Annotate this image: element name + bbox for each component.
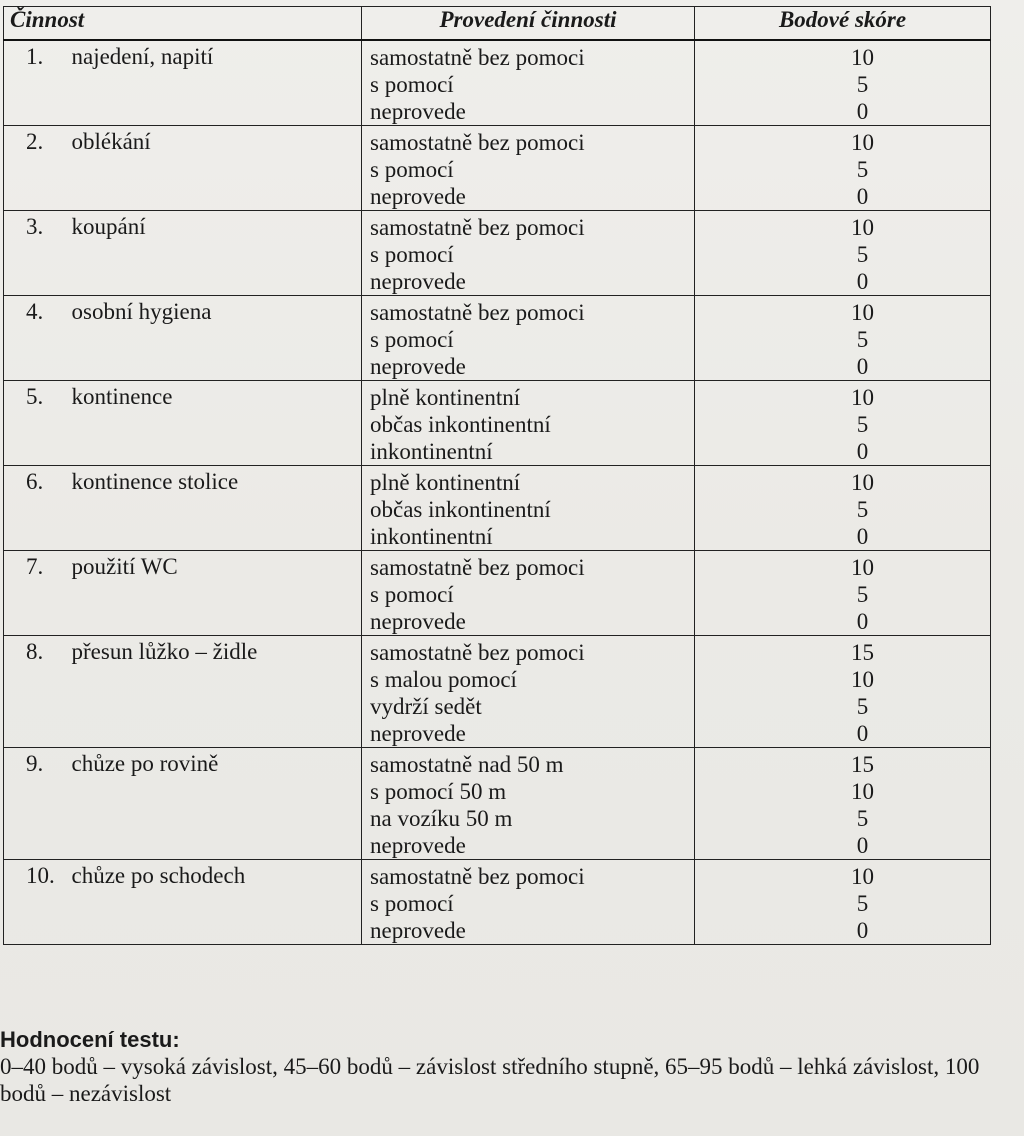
- score-value: 0: [856, 269, 869, 294]
- performance-option: samostatně nad 50 m: [370, 752, 564, 777]
- performance-option: občas inkontinentní: [370, 497, 551, 522]
- performance-option: plně kontinentní: [370, 470, 521, 495]
- row-activity: kontinence: [66, 381, 362, 466]
- row-number: 2.: [4, 126, 66, 211]
- row-performance: [362, 860, 695, 945]
- score-value: 10: [851, 864, 874, 889]
- performance-option: vydrží sedět: [370, 694, 482, 719]
- performance-option: neprovede: [370, 833, 466, 858]
- row-score: [695, 551, 991, 636]
- score-value: 10: [851, 667, 874, 692]
- score-value: 0: [856, 721, 869, 746]
- table-row: [4, 748, 991, 860]
- score-value: 5: [856, 242, 869, 267]
- score-value: 5: [856, 327, 869, 352]
- row-number: 3.: [4, 211, 66, 296]
- performance-option: samostatně bez pomoci: [370, 300, 585, 325]
- row-performance: [362, 126, 695, 211]
- row-activity: koupání: [66, 211, 362, 296]
- score-value: 5: [856, 891, 869, 916]
- score-value: 10: [851, 470, 874, 495]
- score-value: 0: [856, 184, 869, 209]
- score-value: 10: [851, 555, 874, 580]
- performance-option: s pomocí: [370, 72, 454, 97]
- row-activity: najedení, napití: [66, 40, 362, 126]
- row-activity: osobní hygiena: [66, 296, 362, 381]
- performance-option: inkontinentní: [370, 524, 493, 549]
- score-value: 5: [856, 582, 869, 607]
- row-number: 7.: [4, 551, 66, 636]
- performance-option: občas inkontinentní: [370, 412, 551, 437]
- row-performance: [362, 296, 695, 381]
- score-value: 10: [851, 45, 874, 70]
- table-row: [4, 636, 991, 748]
- evaluation-section: [0, 1026, 1020, 1107]
- performance-option: s pomocí: [370, 242, 454, 267]
- row-score: [695, 381, 991, 466]
- performance-option: neprovede: [370, 918, 466, 943]
- performance-option: s pomocí: [370, 327, 454, 352]
- barthel-index-table: [3, 6, 991, 945]
- performance-option: neprovede: [370, 99, 466, 124]
- score-value: 5: [856, 72, 869, 97]
- table-row: [4, 381, 991, 466]
- row-number: 6.: [4, 466, 66, 551]
- score-value: 10: [851, 779, 874, 804]
- row-performance: [362, 551, 695, 636]
- score-value: 10: [851, 385, 874, 410]
- performance-option: samostatně bez pomoci: [370, 215, 585, 240]
- row-performance: [362, 748, 695, 860]
- performance-option: samostatně bez pomoci: [370, 45, 585, 70]
- row-number: 5.: [4, 381, 66, 466]
- performance-option: na vozíku 50 m: [370, 806, 513, 831]
- table-header-row: [4, 7, 991, 41]
- performance-option: neprovede: [370, 269, 466, 294]
- row-number: 9.: [4, 748, 66, 860]
- performance-option: samostatně bez pomoci: [370, 640, 585, 665]
- score-value: 0: [856, 833, 869, 858]
- performance-option: s pomocí: [370, 157, 454, 182]
- row-score: [695, 40, 991, 126]
- performance-option: inkontinentní: [370, 439, 493, 464]
- row-performance: [362, 636, 695, 748]
- row-score: [695, 636, 991, 748]
- row-number: 8.: [4, 636, 66, 748]
- performance-option: plně kontinentní: [370, 385, 521, 410]
- row-activity: kontinence stolice: [66, 466, 362, 551]
- performance-option: neprovede: [370, 354, 466, 379]
- row-activity: použití WC: [66, 551, 362, 636]
- row-number: 10.: [4, 860, 66, 945]
- score-value: 0: [856, 439, 869, 464]
- score-value: 0: [856, 354, 869, 379]
- table-row: [4, 40, 991, 126]
- score-value: 10: [851, 215, 874, 240]
- score-value: 5: [856, 806, 869, 831]
- row-activity: chůze po rovině: [66, 748, 362, 860]
- row-performance: [362, 211, 695, 296]
- row-number: 1.: [4, 40, 66, 126]
- score-value: 0: [856, 99, 869, 124]
- table-row: [4, 860, 991, 945]
- performance-option: neprovede: [370, 721, 466, 746]
- score-value: 5: [856, 412, 869, 437]
- row-activity: přesun lůžko – židle: [66, 636, 362, 748]
- performance-option: s pomocí 50 m: [370, 779, 507, 804]
- score-value: 15: [851, 640, 874, 665]
- score-value: 10: [851, 300, 874, 325]
- performance-option: s pomocí: [370, 891, 454, 916]
- evaluation-title: Hodnocení testu:: [0, 1027, 180, 1052]
- row-performance: [362, 466, 695, 551]
- performance-option: neprovede: [370, 609, 466, 634]
- score-value: 15: [851, 752, 874, 777]
- row-activity: oblékání: [66, 126, 362, 211]
- table-row: [4, 466, 991, 551]
- row-performance: [362, 381, 695, 466]
- score-value: 5: [856, 694, 869, 719]
- performance-option: neprovede: [370, 184, 466, 209]
- row-activity: chůze po schodech: [66, 860, 362, 945]
- header-performance: Provedení činnosti: [362, 7, 695, 41]
- row-number: 4.: [4, 296, 66, 381]
- score-value: 0: [856, 609, 869, 634]
- row-score: [695, 748, 991, 860]
- row-score: [695, 296, 991, 381]
- score-value: 5: [856, 497, 869, 522]
- performance-option: s pomocí: [370, 582, 454, 607]
- performance-option: samostatně bez pomoci: [370, 864, 585, 889]
- table-body: [4, 40, 991, 945]
- table-row: [4, 296, 991, 381]
- row-score: [695, 126, 991, 211]
- score-value: 0: [856, 524, 869, 549]
- table-row: [4, 551, 991, 636]
- evaluation-text: 0–40 bodů – vysoká závislost, 45–60 bodů – závislost středního stupně, 65–95 bodů – lehká závislost, 100 bodů – nezávislost: [0, 1054, 980, 1106]
- row-score: [695, 211, 991, 296]
- header-score: Bodové skóre: [695, 7, 991, 41]
- score-value: 5: [856, 157, 869, 182]
- row-score: [695, 860, 991, 945]
- performance-option: s malou pomocí: [370, 667, 517, 692]
- score-value: 10: [851, 130, 874, 155]
- row-score: [695, 466, 991, 551]
- score-value: 0: [856, 918, 869, 943]
- table-row: [4, 126, 991, 211]
- performance-option: samostatně bez pomoci: [370, 555, 585, 580]
- row-performance: [362, 40, 695, 126]
- performance-option: samostatně bez pomoci: [370, 130, 585, 155]
- header-activity: Činnost: [4, 7, 362, 41]
- table-row: [4, 211, 991, 296]
